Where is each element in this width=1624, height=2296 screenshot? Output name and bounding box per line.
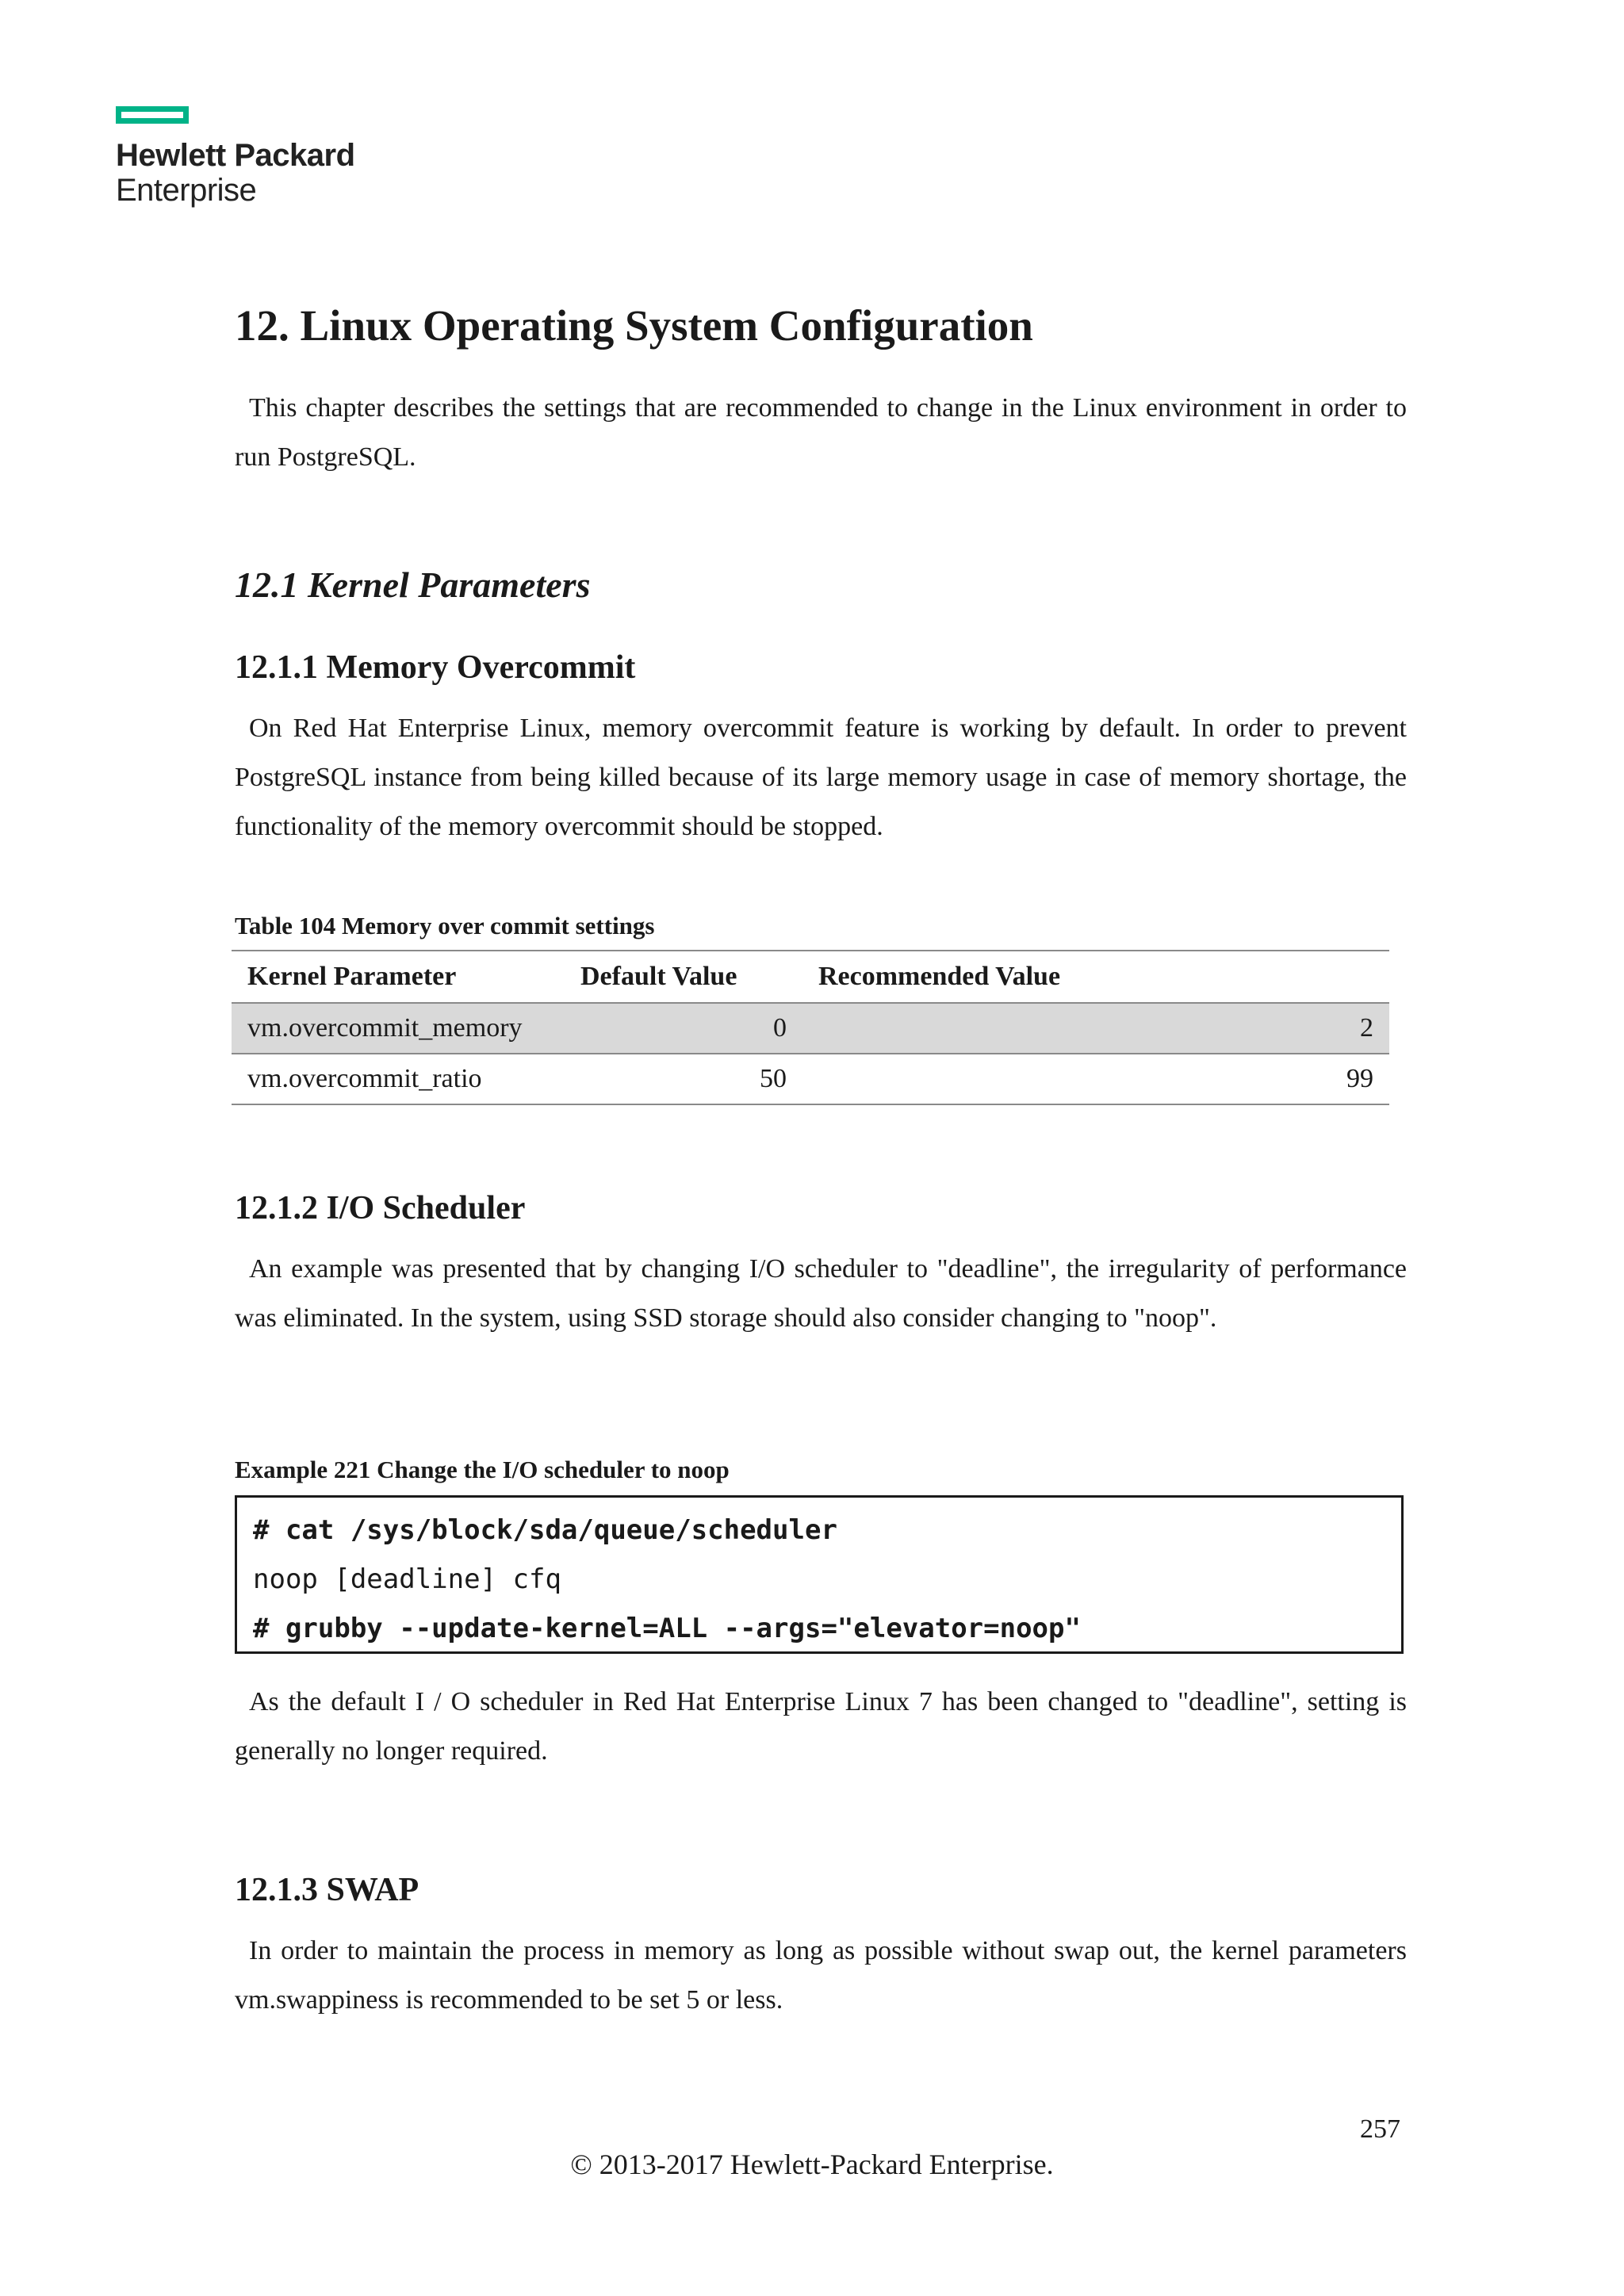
table-header-kernel-parameter: Kernel Parameter (232, 951, 565, 1003)
table-cell-recommended: 99 (802, 1054, 1389, 1104)
swap-body: In order to maintain the process in memory as long as possible without swap out, the kernel parameters vm.swappiness is recommended to be set 5 or less. (235, 1936, 1407, 2015)
memory-overcommit-body: On Red Hat Enterprise Linux, memory overcommit feature is working by default. In order to prevent PostgreSQL instance from being killed because of its large memory usage in case of memory shortage, the functionality of the memory overcommit should be stopped. (235, 714, 1407, 841)
subsection-heading-swap: 12.1.3 SWAP (235, 1872, 419, 1908)
table-cell-parameter: vm.overcommit_memory (232, 1003, 565, 1054)
table-cell-default: 50 (565, 1054, 802, 1104)
table-row (232, 1054, 1389, 1104)
chapter-title: 12. Linux Operating System Configuration (235, 301, 1033, 350)
hpe-logo-mark (116, 106, 189, 124)
table-caption: Table 104 Memory over commit settings (235, 912, 655, 939)
table-cell-recommended: 2 (802, 1003, 1389, 1054)
table-header-recommended-value: Recommended Value (802, 951, 1389, 1003)
table-header-row (232, 951, 1389, 1003)
page-number: 257 (1360, 2114, 1400, 2144)
chapter-intro: This chapter describes the settings that are recommended to change in the Linux environment in order to run PostgreSQL. (235, 393, 1407, 472)
memory-overcommit-table (232, 950, 1389, 1105)
logo-text-line2: Enterprise (116, 173, 257, 208)
code-line-output: noop [deadline] cfq (253, 1563, 561, 1595)
io-scheduler-body: An example was presented that by changing I/O scheduler to "deadline", the irregularity of performance was eliminated. In the system, using SSD storage should also consider changing to "noop". (235, 1254, 1407, 1333)
hpe-logo (116, 106, 355, 208)
table-header-default-value: Default Value (565, 951, 802, 1003)
subsection-heading-io-scheduler: 12.1.2 I/O Scheduler (235, 1190, 526, 1226)
code-line-command: # cat /sys/block/sda/queue/scheduler (253, 1514, 837, 1546)
code-line-command: # grubby --update-kernel=ALL --args="elevator=noop" (253, 1613, 1081, 1644)
table-cell-default: 0 (565, 1003, 802, 1054)
io-scheduler-note: As the default I / O scheduler in Red Hat Enterprise Linux 7 has been changed to "deadline", setting is generally no longer required. (235, 1687, 1407, 1766)
code-block (235, 1495, 1404, 1654)
example-caption: Example 221 Change the I/O scheduler to noop (235, 1456, 730, 1483)
section-heading-kernel-parameters: 12.1 Kernel Parameters (235, 564, 591, 605)
subsection-heading-memory-overcommit: 12.1.1 Memory Overcommit (235, 649, 636, 686)
table-cell-parameter: vm.overcommit_ratio (232, 1054, 565, 1104)
logo-text-line1: Hewlett Packard (116, 138, 355, 173)
copyright-notice: © 2013-2017 Hewlett-Packard Enterprise. (570, 2149, 1054, 2180)
table-row (232, 1003, 1389, 1054)
